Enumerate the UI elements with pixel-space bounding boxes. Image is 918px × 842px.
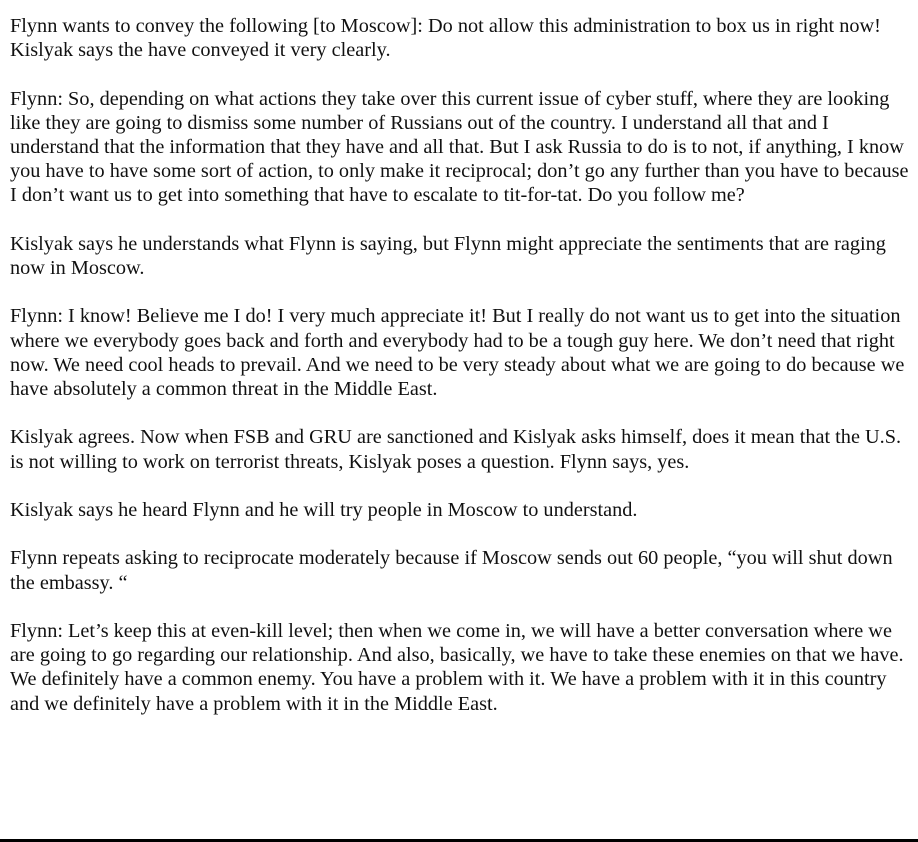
paragraph-6: Kislyak says he heard Flynn and he will try people in Moscow to understand. <box>10 498 638 521</box>
paragraph-5: Kislyak agrees. Now when FSB and GRU are sanctioned and Kislyak asks himself, does it mean that the U.S. is not willing to work on terrorist threats, Kislyak poses a question. Flynn says, yes. <box>10 426 902 473</box>
paragraph-3: Kislyak says he understands what Flynn is saying, but Flynn might appreciate the sentiments that are raging now in Moscow. <box>10 232 886 279</box>
paragraph-7: Flynn repeats asking to reciprocate moderately because if Moscow sends out 60 people, “you will shut down the embassy. “ <box>10 547 893 594</box>
document-body <box>10 14 910 740</box>
paragraph-4: Flynn: I know! Believe me I do! I very much appreciate it! But I really do not want us to get into the situation where we everybody goes back and forth and everybody had to be a tough guy here. We don’t need that right now. We need cool heads to prevail. And we need to be very steady about what we are going to do because we have absolutely a common threat in the Middle East. <box>10 305 905 400</box>
paragraph-1: Flynn wants to convey the following [to Moscow]: Do not allow this administration to box us in right now! Kislyak says the have conveyed it very clearly. <box>10 15 881 62</box>
paragraph-2: Flynn: So, depending on what actions they take over this current issue of cyber stuff, where they are looking like they are going to dismiss some number of Russians out of the country. I understand all that and I understand that the information that they have and all that. But I ask Russia to do is to not, if anything, I know you have to have some sort of action, to only make it reciprocal; don’t go any further than you have to because I don’t want us to get into something that have to escalate to tit-for-tat. Do you follow me? <box>10 87 909 207</box>
paragraph-8: Flynn: Let’s keep this at even-kill level; then when we come in, we will have a better conversation where we are going to go regarding our relationship. And also, basically, we have to take these enemies on that we have. We definitely have a common enemy. You have a problem with it. We have a problem with it in this country and we definitely have a problem with it in the Middle East. <box>10 619 904 715</box>
